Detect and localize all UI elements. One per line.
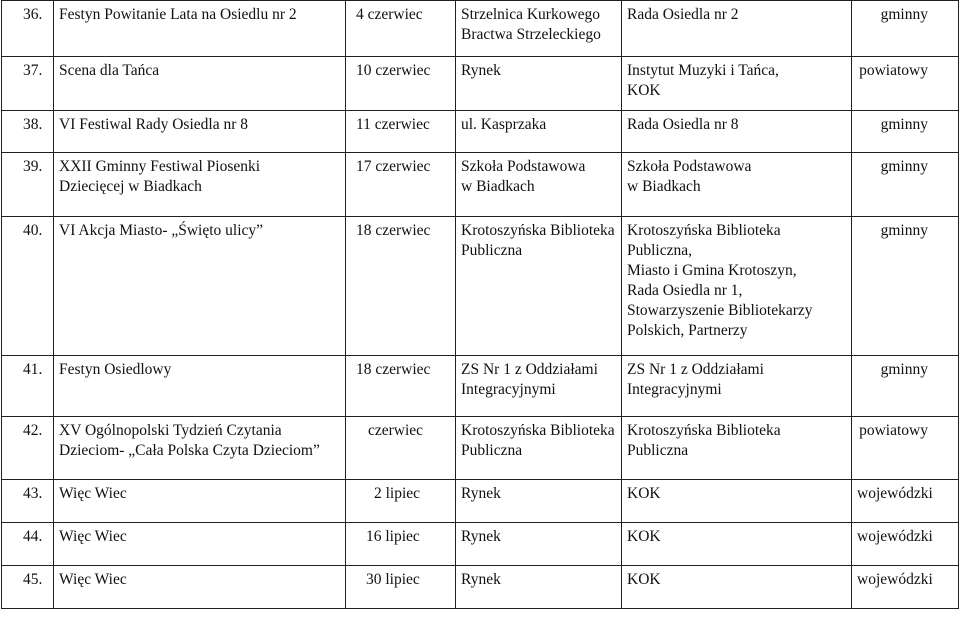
row-number: 43.: [2, 480, 54, 523]
event-name: VI Festiwal Rady Osiedla nr 8: [54, 111, 346, 153]
event-place: ZS Nr 1 z Oddziałami Integracyjnymi: [456, 356, 622, 417]
event-scope: wojewódzki: [852, 523, 959, 566]
event-date: 11 czerwiec: [346, 111, 456, 153]
event-organizer: Rada Osiedla nr 8: [622, 111, 852, 153]
row-number: 42.: [2, 417, 54, 480]
events-table: [1, 0, 959, 609]
row-number: 41.: [2, 356, 54, 417]
event-organizer: KOK: [622, 523, 852, 566]
event-place: Rynek: [456, 566, 622, 609]
event-organizer: ZS Nr 1 z Oddziałami Integracyjnymi: [622, 356, 852, 417]
event-name: XV Ogólnopolski Tydzień Czytania Dzieciom- „Cała Polska Czyta Dzieciom”: [54, 417, 346, 480]
event-place: Krotoszyńska Biblioteka Publiczna: [456, 417, 622, 480]
event-scope: wojewódzki: [852, 480, 959, 523]
event-date: 18 czerwiec: [346, 356, 456, 417]
event-date: 10 czerwiec: [346, 57, 456, 111]
event-organizer: Krotoszyńska Biblioteka Publiczna, Miasto i Gmina Krotoszyn, Rada Osiedla nr 1, Stowarzyszenie Bibliotekarzy Polskich, Partnerzy: [622, 217, 852, 356]
event-date: 2 lipiec: [346, 480, 456, 523]
table-row: [2, 523, 959, 566]
event-place: Szkoła Podstawowa w Biadkach: [456, 153, 622, 217]
event-name: Festyn Powitanie Lata na Osiedlu nr 2: [54, 1, 346, 57]
row-number: 40.: [2, 217, 54, 356]
event-scope: gminny: [852, 153, 959, 217]
event-date: 17 czerwiec: [346, 153, 456, 217]
table-row: [2, 111, 959, 153]
table-row: [2, 356, 959, 417]
table-row: [2, 217, 959, 356]
event-organizer: Krotoszyńska Biblioteka Publiczna: [622, 417, 852, 480]
event-date: 4 czerwiec: [346, 1, 456, 57]
event-organizer: Rada Osiedla nr 2: [622, 1, 852, 57]
row-number: 37.: [2, 57, 54, 111]
event-place: Krotoszyńska Biblioteka Publiczna: [456, 217, 622, 356]
event-date: czerwiec: [346, 417, 456, 480]
event-name: Więc Wiec: [54, 523, 346, 566]
event-name: Więc Wiec: [54, 566, 346, 609]
row-number: 44.: [2, 523, 54, 566]
event-name: Więc Wiec: [54, 480, 346, 523]
event-place: Rynek: [456, 57, 622, 111]
table-row: [2, 417, 959, 480]
event-organizer: KOK: [622, 480, 852, 523]
table-row: [2, 57, 959, 111]
table-row: [2, 1, 959, 57]
event-date: 16 lipiec: [346, 523, 456, 566]
table-row: [2, 566, 959, 609]
row-number: 45.: [2, 566, 54, 609]
event-place: Rynek: [456, 523, 622, 566]
row-number: 39.: [2, 153, 54, 217]
event-place: ul. Kasprzaka: [456, 111, 622, 153]
event-scope: gminny: [852, 1, 959, 57]
event-scope: gminny: [852, 217, 959, 356]
event-place: Rynek: [456, 480, 622, 523]
event-organizer: Szkoła Podstawowa w Biadkach: [622, 153, 852, 217]
table-row: [2, 480, 959, 523]
event-scope: powiatowy: [852, 57, 959, 111]
event-place: Strzelnica Kurkowego Bractwa Strzeleckiego: [456, 1, 622, 57]
event-name: VI Akcja Miasto- „Święto ulicy”: [54, 217, 346, 356]
event-name: XXII Gminny Festiwal Piosenki Dziecięcej w Biadkach: [54, 153, 346, 217]
event-date: 18 czerwiec: [346, 217, 456, 356]
event-scope: powiatowy: [852, 417, 959, 480]
event-date: 30 lipiec: [346, 566, 456, 609]
event-scope: wojewódzki: [852, 566, 959, 609]
event-name: Festyn Osiedlowy: [54, 356, 346, 417]
table-row: [2, 153, 959, 217]
row-number: 38.: [2, 111, 54, 153]
event-scope: gminny: [852, 111, 959, 153]
row-number: 36.: [2, 1, 54, 57]
event-organizer: Instytut Muzyki i Tańca, KOK: [622, 57, 852, 111]
event-organizer: KOK: [622, 566, 852, 609]
event-name: Scena dla Tańca: [54, 57, 346, 111]
event-scope: gminny: [852, 356, 959, 417]
